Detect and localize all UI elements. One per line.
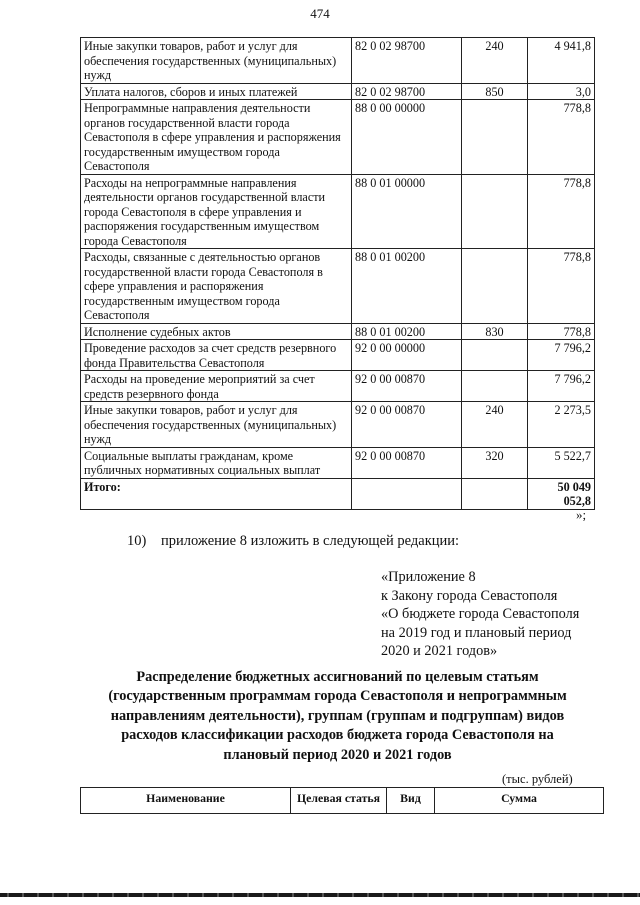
scan-bottom-edge [0, 893, 640, 897]
row-code-cell: 88 0 01 00000 [352, 174, 462, 249]
document-heading [80, 668, 595, 765]
table-row [81, 402, 595, 448]
instruction-paragraph [127, 533, 459, 550]
row-type-cell: 830 [462, 323, 528, 340]
row-type-cell: 240 [462, 402, 528, 448]
row-code-cell: 88 0 00 00000 [352, 100, 462, 175]
header-amount: Сумма [435, 788, 604, 814]
total-label: Итого: [81, 478, 352, 509]
row-name-cell: Иные закупки товаров, работ и услуг для обеспечения государственных (муниципальных) нужд [81, 38, 352, 84]
row-amount-cell: 3,0 [528, 83, 595, 100]
table-row [81, 38, 595, 84]
row-code-cell: 92 0 00 00870 [352, 402, 462, 448]
table-row [81, 323, 595, 340]
instruction-number: 10) [127, 533, 147, 549]
heading-line: плановый период 2020 и 2021 годов [223, 746, 452, 763]
row-type-cell: 240 [462, 38, 528, 84]
row-name-cell: Иные закупки товаров, работ и услуг для обеспечения государственных (муниципальных) нужд [81, 402, 352, 448]
row-code-cell: 92 0 00 00870 [352, 371, 462, 402]
row-name-cell: Проведение расходов за счет средств резервного фонда Правительства Севастополя [81, 340, 352, 371]
row-name-cell: Непрограммные направления деятельности органов государственной власти города Севастополя в сфере управления и распоряжения государственным имуществом города Севастополя [81, 100, 352, 175]
row-type-cell [462, 100, 528, 175]
row-amount-cell: 4 941,8 [528, 38, 595, 84]
appendix-line: «Приложение 8 [381, 569, 476, 585]
row-amount-cell: 778,8 [528, 100, 595, 175]
row-code-cell: 88 0 01 00200 [352, 323, 462, 340]
row-name-cell: Расходы на проведение мероприятий за счет средств резервного фонда [81, 371, 352, 402]
row-name-cell: Уплата налогов, сборов и иных платежей [81, 83, 352, 100]
row-amount-cell: 5 522,7 [528, 447, 595, 478]
table-row [81, 249, 595, 324]
total-amount: 50 049 052,8 [528, 478, 595, 509]
row-type-cell: 320 [462, 447, 528, 478]
header-target-article: Целевая статья [291, 788, 387, 814]
appendix-line: на 2019 год и плановый период [381, 624, 572, 641]
total-row [81, 478, 595, 509]
table-row [81, 447, 595, 478]
row-amount-cell: 778,8 [528, 249, 595, 324]
row-name-cell: Расходы на непрограммные направления деятельности органов государственной власти города Севастополя в сфере управления и распоряжения государственным имуществом города Севастополя [81, 174, 352, 249]
instruction-text: приложение 8 изложить в следующей редакции: [161, 533, 460, 549]
row-code-cell: 82 0 02 98700 [352, 83, 462, 100]
row-amount-cell: 7 796,2 [528, 340, 595, 371]
appendix-line: «О бюджете города Севастополя [381, 606, 580, 623]
table-row [81, 174, 595, 249]
units-note: (тыс. рублей) [502, 772, 573, 786]
row-type-cell [462, 340, 528, 371]
table-row [81, 371, 595, 402]
row-amount-cell: 2 273,5 [528, 402, 595, 448]
heading-line: Распределение бюджетных ассигнований по целевым статьям [136, 669, 539, 685]
row-name-cell: Социальные выплаты гражданам, кроме публичных нормативных социальных выплат [81, 447, 352, 478]
row-amount-cell: 778,8 [528, 174, 595, 249]
row-name-cell: Исполнение судебных актов [81, 323, 352, 340]
row-type-cell [462, 371, 528, 402]
appendix-line: 2020 и 2021 годов» [381, 643, 498, 660]
row-amount-cell: 7 796,2 [528, 371, 595, 402]
page-number: 474 [310, 6, 330, 21]
table-row [81, 340, 595, 371]
heading-line: (государственным программам города Севастополя и непрограммным [108, 688, 567, 705]
header-name: Наименование [81, 788, 291, 814]
appendix-line: к Закону города Севастополя [381, 587, 558, 604]
row-name-cell: Расходы, связанные с деятельностью органов государственной власти города Севастополя в сфере управления и распоряжения государственным имуществом города Севастополя [81, 249, 352, 324]
budget-table [80, 37, 595, 510]
row-type-cell [462, 174, 528, 249]
table-row [81, 100, 595, 175]
row-code-cell: 88 0 01 00200 [352, 249, 462, 324]
row-code-cell: 92 0 00 00000 [352, 340, 462, 371]
row-code-cell: 82 0 02 98700 [352, 38, 462, 84]
heading-line: расходов классификации расходов бюджета города Севастополя на [121, 727, 554, 744]
header-type: Вид [387, 788, 435, 814]
heading-line: направлениям деятельности), группам (группам и подгруппам) видов [110, 707, 565, 724]
row-type-cell [462, 249, 528, 324]
row-type-cell: 850 [462, 83, 528, 100]
header-row [81, 788, 604, 814]
distribution-table-header [80, 787, 604, 814]
appendix-reference [381, 568, 579, 661]
row-code-cell: 92 0 00 00870 [352, 447, 462, 478]
total-empty-cell [462, 478, 528, 509]
row-amount-cell: 778,8 [528, 323, 595, 340]
total-empty-cell [352, 478, 462, 509]
table-row [81, 83, 595, 100]
closing-quote: »; [576, 507, 587, 522]
